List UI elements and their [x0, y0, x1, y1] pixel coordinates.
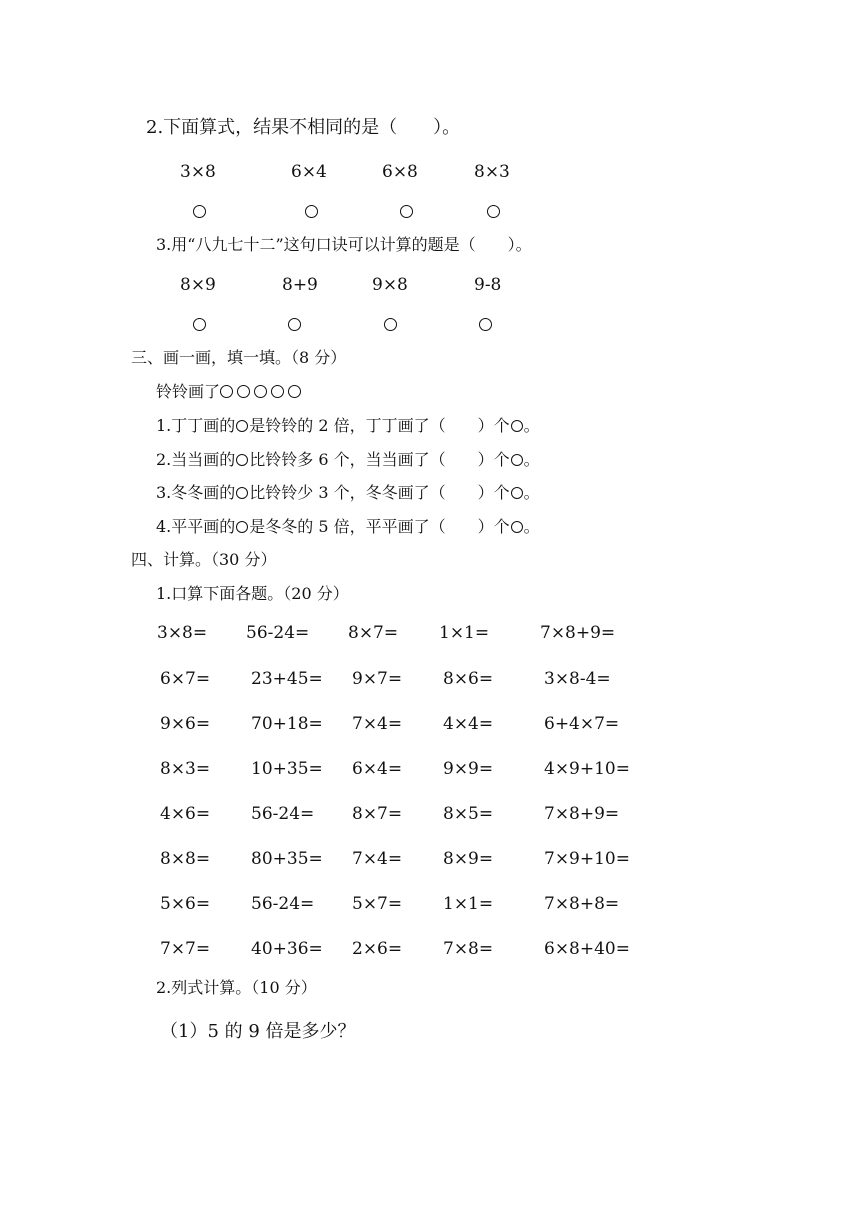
circle-icon — [254, 385, 267, 398]
section-3-heading: 三、画一画，填一填。（8 分） — [131, 348, 347, 367]
option-expression: 6×8 — [382, 162, 418, 182]
option-expression: 9×8 — [372, 275, 408, 295]
circle-icon — [237, 385, 250, 398]
math-cell: 7×4= — [352, 714, 403, 734]
math-cell: 7×4= — [352, 849, 403, 869]
math-cell: 70+18= — [251, 714, 323, 734]
circle-icon — [236, 420, 248, 432]
section-3-intro — [156, 384, 305, 400]
math-cell: 6×8+40= — [544, 939, 630, 959]
item-end: 。 — [523, 450, 540, 469]
math-cell: 6×4= — [352, 759, 403, 779]
math-cell: 6+4×7= — [544, 714, 620, 734]
math-cell: 10+35= — [251, 759, 323, 779]
math-cell: 7×8= — [443, 939, 494, 959]
item-text: 比铃铃少 3 个，冬冬画了（ ）个 — [249, 483, 510, 502]
option-expression: 6×4 — [291, 162, 327, 182]
question-3-title: 3.用“八九七十二”这句口诀可以计算的题是（ ）。 — [156, 235, 532, 254]
circle-icon — [511, 454, 523, 466]
section-4-subheading-1: 1.口算下面各题。（20 分） — [156, 584, 349, 603]
circle-icon — [236, 521, 248, 533]
problem-1: （1）5 的 9 倍是多少？ — [160, 1021, 356, 1042]
item-text: 2.当当画的 — [156, 450, 236, 469]
answer-circle[interactable] — [384, 318, 397, 331]
math-cell: 5×7= — [352, 894, 403, 914]
math-cell: 2×6= — [352, 939, 403, 959]
section-4-subheading-2: 2.列式计算。（10 分） — [156, 978, 317, 997]
math-cell: 1×1= — [443, 894, 494, 914]
math-cell: 3×8= — [157, 623, 208, 643]
question-2-title: 2.下面算式，结果不相同的是（ ）。 — [146, 117, 461, 138]
math-cell: 56-24= — [251, 804, 315, 824]
math-cell: 4×6= — [160, 804, 211, 824]
math-cell: 1×1= — [439, 623, 490, 643]
circle-icon — [271, 385, 284, 398]
math-cell: 7×8+9= — [540, 623, 616, 643]
math-cell: 5×6= — [160, 894, 211, 914]
item-text: 1.丁丁画的 — [156, 416, 236, 435]
option-expression: 8+9 — [282, 275, 318, 295]
math-cell: 4×4= — [443, 714, 494, 734]
intro-label: 铃铃画了 — [156, 382, 221, 401]
answer-circle[interactable] — [193, 318, 206, 331]
item-end: 。 — [523, 416, 540, 435]
answer-circle[interactable] — [193, 205, 206, 218]
circle-icon — [511, 420, 523, 432]
math-cell: 9×6= — [160, 714, 211, 734]
math-cell: 7×7= — [160, 939, 211, 959]
answer-circle[interactable] — [305, 205, 318, 218]
item-text: 4.平平画的 — [156, 517, 236, 536]
math-cell: 7×8+9= — [544, 804, 620, 824]
section-4-heading: 四、计算。（30 分） — [131, 550, 277, 569]
circle-icon — [511, 487, 523, 499]
math-cell: 8×6= — [443, 669, 494, 689]
section-3-item-2 — [156, 452, 540, 468]
math-cell: 56-24= — [246, 623, 310, 643]
circle-icon — [236, 454, 248, 466]
item-text: 是冬冬的 5 倍，平平画了（ ）个 — [249, 517, 510, 536]
circle-icon — [236, 487, 248, 499]
math-cell: 8×7= — [352, 804, 403, 824]
math-cell: 23+45= — [251, 669, 323, 689]
item-text: 3.冬冬画的 — [156, 483, 236, 502]
answer-circle[interactable] — [400, 205, 413, 218]
math-cell: 9×7= — [352, 669, 403, 689]
math-cell: 8×7= — [348, 623, 399, 643]
math-cell: 3×8-4= — [544, 669, 611, 689]
answer-circle[interactable] — [479, 318, 492, 331]
math-cell: 6×7= — [160, 669, 211, 689]
math-cell: 4×9+10= — [544, 759, 630, 779]
answer-circle[interactable] — [288, 318, 301, 331]
math-cell: 8×5= — [443, 804, 494, 824]
math-cell: 7×9+10= — [544, 849, 630, 869]
item-end: 。 — [523, 483, 540, 502]
section-3-item-1 — [156, 418, 540, 434]
math-cell: 40+36= — [251, 939, 323, 959]
math-cell: 8×3= — [160, 759, 211, 779]
math-cell: 7×8+8= — [544, 894, 620, 914]
item-end: 。 — [523, 517, 540, 536]
circle-icon — [511, 521, 523, 533]
option-expression: 3×8 — [180, 162, 216, 182]
section-3-item-4 — [156, 519, 540, 535]
math-cell: 56-24= — [251, 894, 315, 914]
section-3-item-3 — [156, 485, 540, 501]
math-cell: 9×9= — [443, 759, 494, 779]
item-text: 比铃铃多 6 个，当当画了（ ）个 — [249, 450, 510, 469]
intro-circles — [220, 382, 305, 401]
math-cell: 8×9= — [443, 849, 494, 869]
circle-icon — [220, 385, 233, 398]
circle-icon — [288, 385, 301, 398]
item-text: 是铃铃的 2 倍，丁丁画了（ ）个 — [249, 416, 510, 435]
math-cell: 80+35= — [251, 849, 323, 869]
option-expression: 8×3 — [474, 162, 510, 182]
option-expression: 8×9 — [180, 275, 216, 295]
math-cell: 8×8= — [160, 849, 211, 869]
option-expression: 9-8 — [474, 275, 502, 295]
answer-circle[interactable] — [487, 205, 500, 218]
